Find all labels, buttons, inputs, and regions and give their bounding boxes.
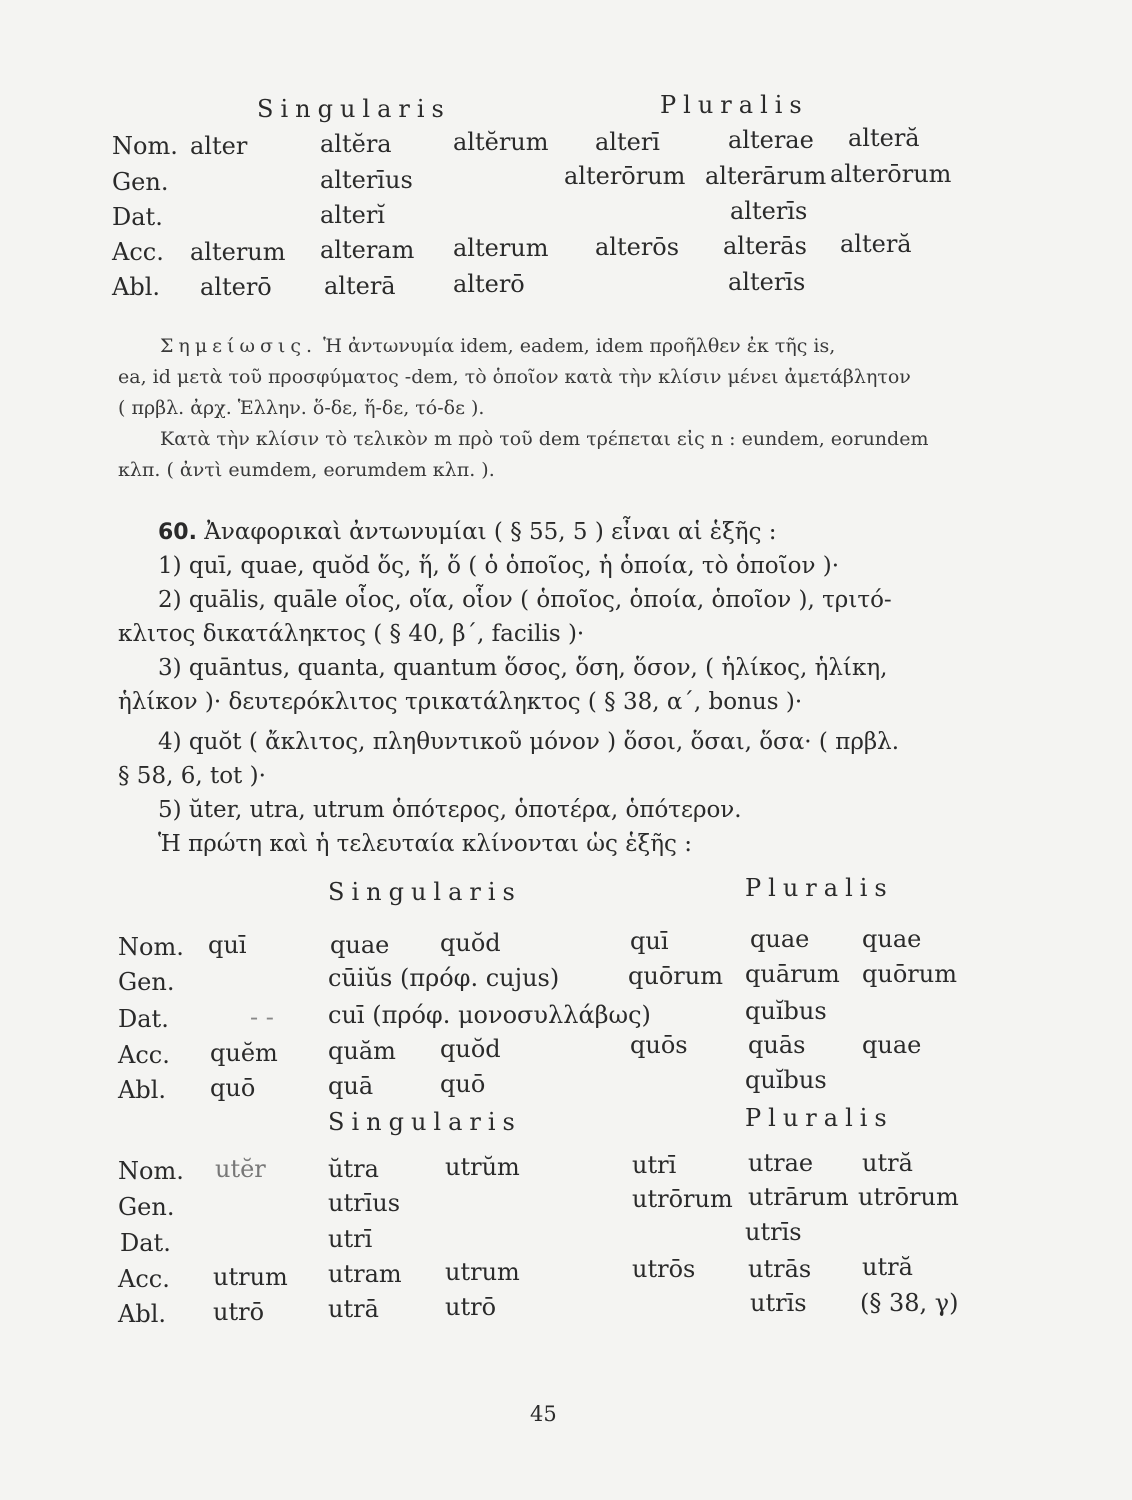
table2-cell: quōrum xyxy=(628,962,723,990)
table2-cell: quī xyxy=(630,927,669,955)
table3-case-dat: Dat. xyxy=(120,1229,171,1257)
table1-header-pluralis: Pluralis xyxy=(660,91,809,119)
table2-cell: cuī (πρόφ. μονοσυλλάβως) xyxy=(328,1001,651,1029)
table3-cell: ŭtra xyxy=(328,1155,379,1183)
table1-cell: alterae xyxy=(728,126,814,154)
table2-case-gen: Gen. xyxy=(118,968,175,996)
table1-cell: alterōs xyxy=(595,233,680,261)
table3-header-singularis: Singularis xyxy=(328,1108,522,1136)
note-label: Σημείωσις. xyxy=(160,335,318,357)
table2-case-nom: Nom. xyxy=(118,933,184,961)
table3-cell: utrŭm xyxy=(445,1153,520,1181)
table1-case-dat: Dat. xyxy=(112,203,163,231)
table2-cell: quŏd xyxy=(440,929,501,957)
table1-cell: alterum xyxy=(453,234,549,262)
table1-cell: alterī xyxy=(595,128,660,156)
table3-cell: (§ 38, γ) xyxy=(860,1289,959,1317)
table2-cell: quae xyxy=(862,1031,922,1059)
table1-cell: alterōrum xyxy=(564,162,686,190)
table3-cell: utrō xyxy=(445,1293,497,1321)
section-line: ἡλίκον )· δευτερόκλιτος τρικατάληκτος ( § 38, α΄, bonus )· xyxy=(118,689,803,715)
table1-cell: alterōrum xyxy=(830,160,952,188)
section-line: 3) quāntus, quanta, quantum ὅσος, ὅση, ὅσον, ( ἡλίκος, ἡλίκη, xyxy=(158,655,888,681)
table3-case-nom: Nom. xyxy=(118,1157,184,1185)
table2-case-acc: Acc. xyxy=(118,1041,170,1069)
table2-cell: quĭbus xyxy=(745,997,827,1025)
table1-cell: altĕra xyxy=(320,130,392,158)
section-intro: Ἀναφορικαὶ ἀντωνυμίαι ( § 55, 5 ) εἶναι αἱ ἑξῆς : xyxy=(204,519,777,545)
table1-case-acc: Acc. xyxy=(112,238,164,266)
section-line: 4) quŏt ( ἄκλιτος, πληθυντικοῦ μόνον ) ὅσοι, ὅσαι, ὅσα· ( πρβλ. xyxy=(158,729,900,755)
note-line: ( πρβλ. ἀρχ. Ἑλλην. ὅ-δε, ἥ-δε, τό-δε ). xyxy=(118,397,485,419)
note-line: Κατὰ τὴν κλίσιν τὸ τελικὸν m πρὸ τοῦ dem τρέπεται εἰς n : eundem, eorundem xyxy=(160,428,929,450)
table1-cell: alterā xyxy=(324,272,396,300)
table2-cell: quae xyxy=(862,925,922,953)
table2-cell: quā xyxy=(328,1072,374,1100)
table1-case-gen: Gen. xyxy=(112,168,169,196)
table2-case-dat: Dat. xyxy=(118,1005,169,1033)
table3-cell: utrīs xyxy=(750,1289,807,1317)
table3-case-acc: Acc. xyxy=(118,1265,170,1293)
table1-cell: alterīs xyxy=(730,197,808,225)
table3-cell: utrīs xyxy=(745,1218,802,1246)
table2-cell: cūiŭs (πρόφ. cujus) xyxy=(328,964,560,992)
section-line: Ἡ πρώτη καὶ ἡ τελευταία κλίνονται ὡς ἑξῆς : xyxy=(158,831,692,857)
note-line: ea, id μετὰ τοῦ προσφύματος -dem, τὸ ὁποῖον κατὰ τὴν κλίσιν μένει ἀμετάβλητον xyxy=(118,366,911,388)
table3-cell: utrās xyxy=(748,1255,812,1283)
table1-case-abl: Abl. xyxy=(112,273,160,301)
table3-cell: utră xyxy=(862,1253,913,1281)
table3-cell: utrōrum xyxy=(632,1185,733,1213)
table2-cell: quās xyxy=(748,1031,806,1059)
table3-cell: utĕr xyxy=(215,1155,266,1183)
note-line: Ἡ ἀντωνυμία idem, eadem, idem προῆλθεν ἐκ τῆς is, xyxy=(323,335,836,357)
table1-cell: alteram xyxy=(320,236,415,264)
table1-cell: alteră xyxy=(848,124,920,152)
table2-header-singularis: Singularis xyxy=(328,878,522,906)
table2-cell: quĭbus xyxy=(745,1066,827,1094)
table2-cell: quae xyxy=(750,925,810,953)
page-number: 45 xyxy=(530,1402,557,1426)
table1-cell: alterō xyxy=(453,270,525,298)
table1-cell: alterīs xyxy=(728,268,806,296)
table1-cell: altĕrum xyxy=(453,128,549,156)
section-line: 5) ŭter, utra, utrum ὁπότερος, ὁποτέρα, ὁπότερον. xyxy=(158,797,742,823)
table3-cell: utrum xyxy=(445,1258,520,1286)
table2-cell: quō xyxy=(210,1074,256,1102)
section-line: κλιτος δικατάληκτος ( § 40, β΄, facilis )· xyxy=(118,621,585,647)
table3-cell: utrīus xyxy=(328,1189,401,1217)
section-line: 1) quī, quae, quŏd ὅς, ἥ, ὅ ( ὁ ὁποῖος, ἡ ὁποία, τὸ ὁποῖον )· xyxy=(158,553,840,579)
table3-cell: utrum xyxy=(213,1263,288,1291)
table3-cell: utrā xyxy=(328,1295,379,1323)
table1-header-singularis: Singularis xyxy=(257,95,451,123)
table3-cell: utrī xyxy=(328,1225,373,1253)
table1-cell: alterīus xyxy=(320,166,413,194)
table1-cell: alterās xyxy=(723,232,807,260)
table1-cell: alter xyxy=(190,132,248,160)
table3-case-gen: Gen. xyxy=(118,1193,175,1221)
table1-cell: alterō xyxy=(200,273,272,301)
table2-case-abl: Abl. xyxy=(118,1076,166,1104)
table2-cell: quārum xyxy=(745,960,840,988)
table2-cell: quĕm xyxy=(210,1039,278,1067)
section-line: 2) quālis, quāle οἷος, οἵα, οἷον ( ὁποῖος, ὁποία, ὁποῖον ), τριτό- xyxy=(158,587,892,613)
table1-cell: alterĭ xyxy=(320,201,385,229)
section-number: 60. xyxy=(158,520,197,545)
table2-cell: quăm xyxy=(328,1037,396,1065)
table2-cell: quō xyxy=(440,1070,486,1098)
table2-cell: quōs xyxy=(630,1031,688,1059)
table2-cell: quōrum xyxy=(862,960,957,988)
table3-cell: utram xyxy=(328,1260,402,1288)
table2-cell: quŏd xyxy=(440,1035,501,1063)
table2-cell: quae xyxy=(330,931,390,959)
table3-case-abl: Abl. xyxy=(118,1300,166,1328)
table2-cell: quī xyxy=(208,931,247,959)
table1-cell: alterārum xyxy=(705,162,827,190)
table3-cell: utrōs xyxy=(632,1255,696,1283)
table3-cell: utrī xyxy=(632,1151,677,1179)
section-line: § 58, 6, tot )· xyxy=(118,763,266,789)
table3-cell: utrōrum xyxy=(858,1183,959,1211)
table2-dash: - - xyxy=(250,1003,274,1031)
table1-cell: alterum xyxy=(190,238,286,266)
table3-cell: utrae xyxy=(748,1149,814,1177)
table1-case-nom: Nom. xyxy=(112,132,178,160)
table3-cell: utrō xyxy=(213,1298,265,1326)
note-line: κλπ. ( ἀντὶ eumdem, eorumdem κλπ. ). xyxy=(118,459,495,481)
table1-cell: alteră xyxy=(840,230,912,258)
table3-cell: utră xyxy=(862,1149,913,1177)
table2-header-pluralis: Pluralis xyxy=(745,874,894,902)
table3-header-pluralis: Pluralis xyxy=(745,1104,894,1132)
table3-cell: utrārum xyxy=(748,1183,849,1211)
